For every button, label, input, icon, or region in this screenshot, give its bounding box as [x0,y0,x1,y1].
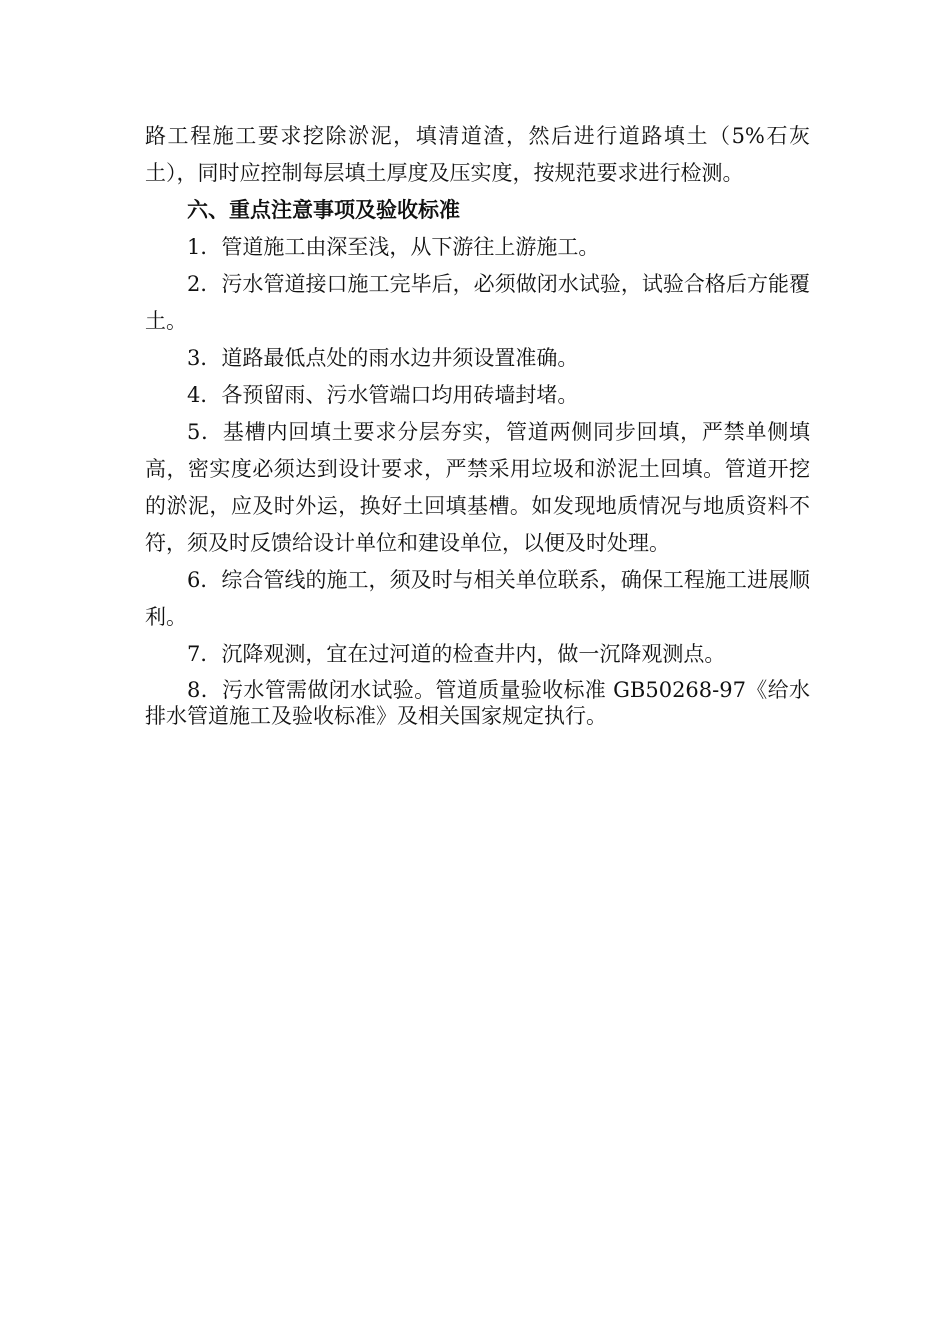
list-item-2: 2．污水管道接口施工完毕后，必须做闭水试验，试验合格后方能覆土。 [145,272,810,333]
list-item-4: 4．各预留雨、污水管端口均用砖墙封堵。 [187,383,579,407]
list-item-7: 7．沉降观测，宜在过河道的检查井内，做一沉降观测点。 [187,642,726,666]
intro-paragraph: 路工程施工要求挖除淤泥，填清道渣，然后进行道路填土（5%石灰土），同时应控制每层填土厚度及压实度，按规范要求进行检测。 [145,124,810,185]
section-heading: 六、重点注意事项及验收标准 [187,198,460,222]
document-page [145,118,810,729]
list-item-8: 8．污水管需做闭水试验。管道质量验收标准 GB50268-97《给水排水管道施工及验收标准》及相关国家规定执行。 [145,678,810,728]
list-item-3: 3．道路最低点处的雨水边井须设置准确。 [187,346,579,370]
list-item-6: 6．综合管线的施工，须及时与相关单位联系，确保工程施工进展顺利。 [145,568,810,629]
list-item-5: 5．基槽内回填土要求分层夯实，管道两侧同步回填，严禁单侧填高，密实度必须达到设计要求，严禁采用垃圾和淤泥土回填。管道开挖的淤泥，应及时外运，换好土回填基槽。如发现地质情况与地质资料不符，须及时反馈给设计单位和建设单位，以便及时处理。 [145,420,810,555]
list-item-1: 1．管道施工由深至浅，从下游往上游施工。 [187,235,600,259]
